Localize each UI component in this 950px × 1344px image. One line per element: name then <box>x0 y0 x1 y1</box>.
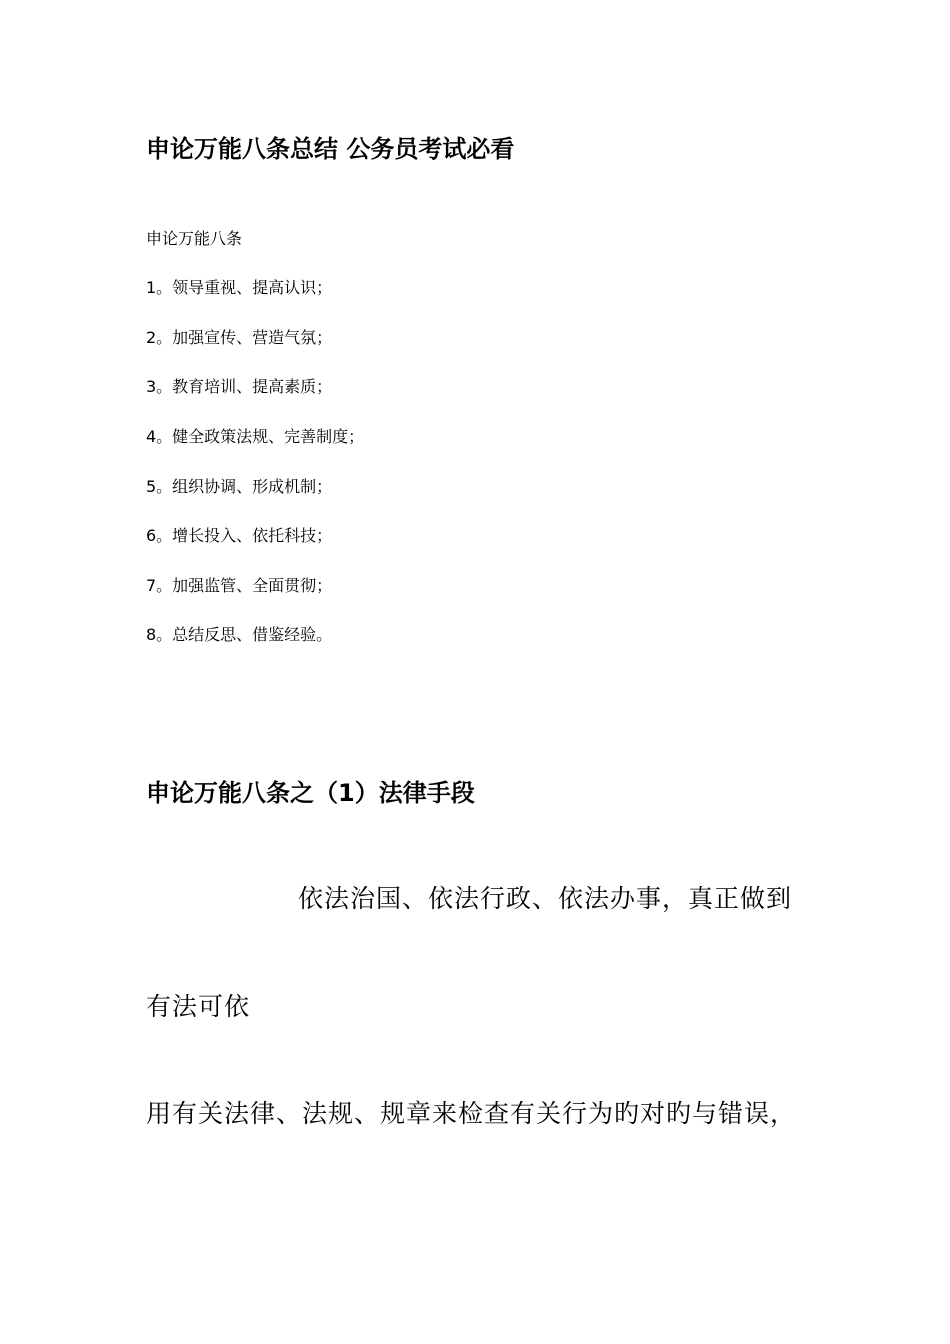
list-item-4: 4。健全政策法规、完善制度； <box>146 427 365 446</box>
document-title: 申论万能八条总结 公务员考试必看 <box>146 135 515 163</box>
list-item-3: 3。教育培训、提高素质； <box>146 377 333 396</box>
list-item-2: 2。加强宣传、营造气氛； <box>146 328 333 347</box>
paragraph-line-3: 用有关法律、法规、规章来检查有关行为旳对旳与错误， <box>146 1099 797 1128</box>
section-title: 申论万能八条之（1）法律手段 <box>146 779 475 807</box>
list-item-5: 5。组织协调、形成机制； <box>146 477 333 496</box>
paragraph-line-1: 依法治国、依法行政、依法办事，真正做到 <box>298 884 793 913</box>
list-heading: 申论万能八条 <box>146 229 243 248</box>
list-item-7: 7。加强监管、全面贯彻； <box>146 576 333 595</box>
list-item-6: 6。增长投入、依托科技； <box>146 526 333 545</box>
paragraph-line-2: 有法可依 <box>146 992 251 1021</box>
list-item-1: 1。领导重视、提高认识； <box>146 278 333 297</box>
list-item-8: 8。总结反思、借鉴经验。 <box>146 625 333 644</box>
